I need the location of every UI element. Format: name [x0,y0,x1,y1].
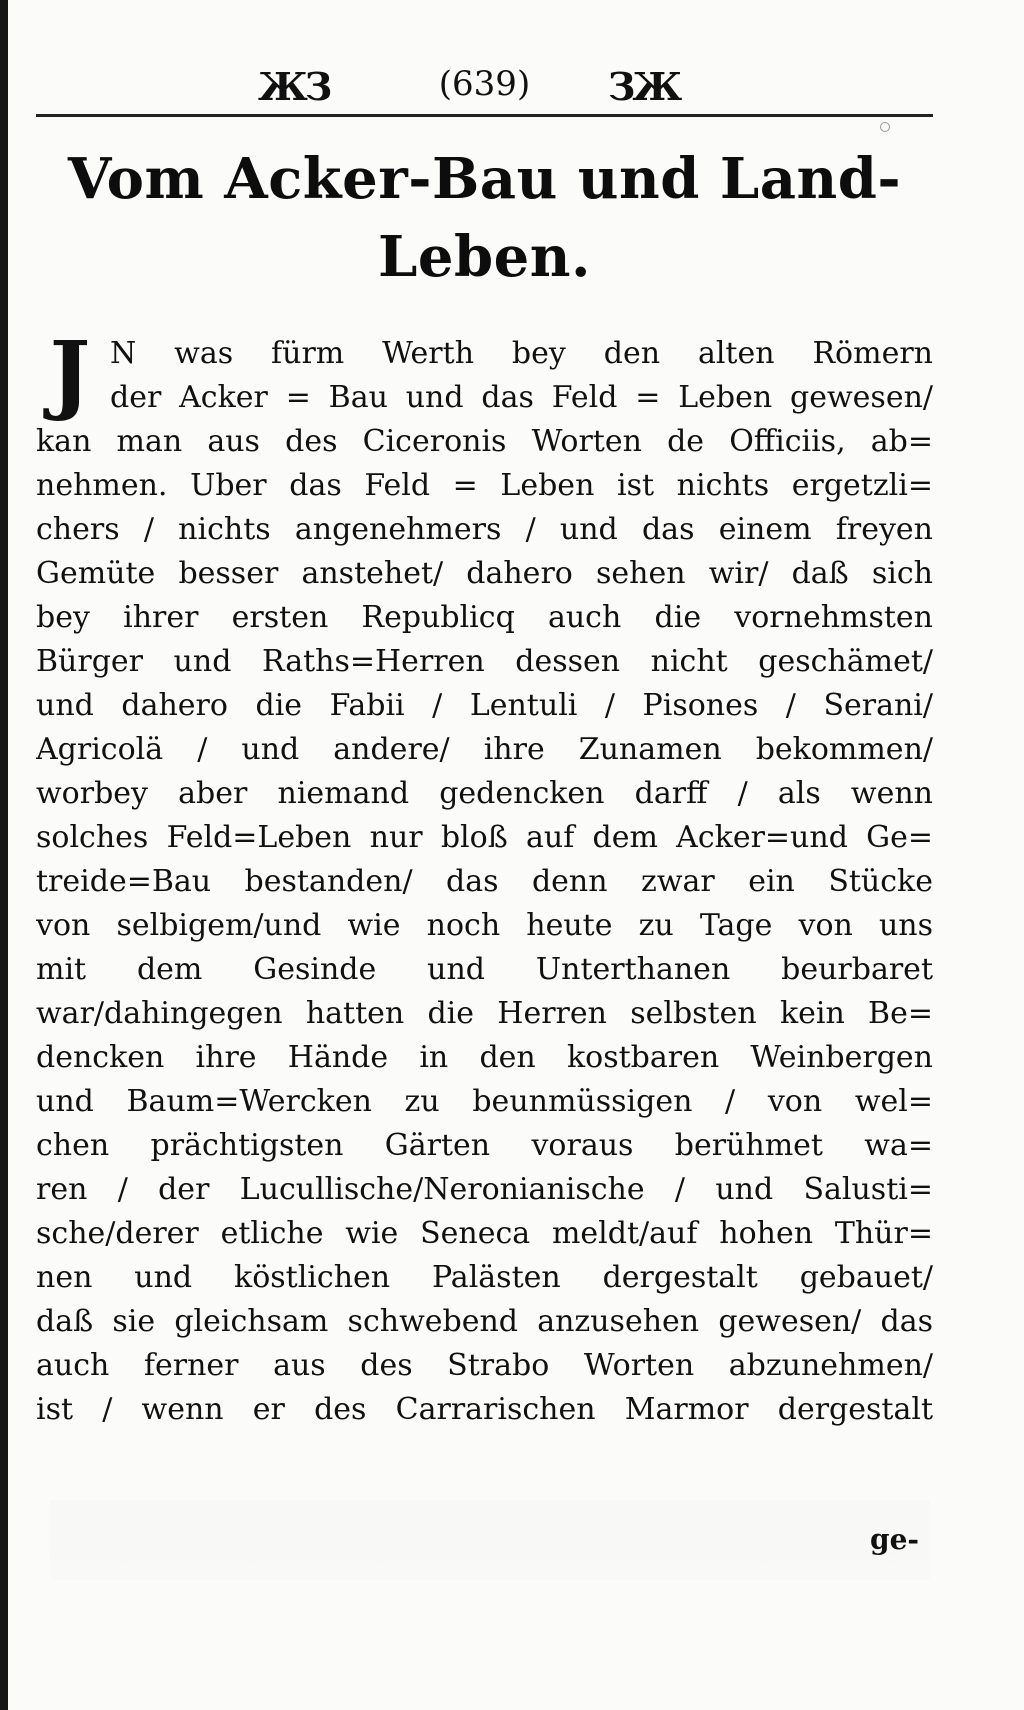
text-line: und dahero die Fabii / Lentuli / Pisones / Serani/ [36,688,933,723]
header-ornament-left: ЖЗ [258,64,330,109]
text-line: Gemüte besser anstehet/ dahero sehen wir/ daß sich [36,556,933,591]
text-line: dencken ihre Hände in den kostbaren Weinbergen [36,1040,933,1075]
text-line: Bürger und Raths=Herren dessen nicht geschämet/ [36,644,933,679]
page-number: (639) [438,64,531,104]
text-line: worbey aber niemand gedencken darff / als wenn [36,776,933,811]
header-rule [36,114,933,117]
text-line: und Baum=Wercken zu beunmüssigen / von wel= [36,1084,933,1119]
running-header [36,54,933,114]
text-line: chers / nichts angenehmers / und das einem freyen [36,512,933,547]
body-paragraph [36,323,933,1432]
drop-cap: J [49,323,91,424]
catchword: ge- [870,1523,920,1556]
text-line: Agricolä / und andere/ ihre Zunamen bekommen/ [36,732,933,767]
text-line: N was fürm Werth bey den alten Römern [110,336,933,371]
chapter-title-line-1: Vom Acker-Bau und Land- [67,146,902,212]
scan-border [0,0,8,1710]
text-line: von selbigem/und wie noch heute zu Tage von uns [36,908,933,943]
text-line: daß sie gleichsam schwebend anzusehen gewesen/ das [36,1304,933,1339]
text-line: sche/derer etliche wie Seneca meldt/auf hohen Thür= [36,1216,933,1251]
text-line: ren / der Lucullische/Neronianische / und Salusti= [36,1172,933,1207]
text-line: solches Feld=Leben nur bloß auf dem Acker=und Ge= [36,820,933,855]
text-line: war/dahingegen hatten die Herren selbsten kein Be= [36,996,933,1031]
text-line: bey ihrer ersten Republicq auch die vornehmsten [36,600,933,635]
paper-speck [880,122,890,132]
text-line: auch ferner aus des Strabo Worten abzunehmen/ [36,1348,933,1383]
show-through-bleed [50,1500,930,1580]
text-line: treide=Bau bestanden/ das denn zwar ein Stücke [36,864,933,899]
text-line: nen und köstlichen Palästen dergestalt gebauet/ [36,1260,933,1295]
chapter-title [36,140,933,296]
chapter-title-line-2: Leben. [378,224,591,290]
text-line: nehmen. Uber das Feld = Leben ist nichts ergetzli= [36,468,933,503]
text-line: chen prächtigsten Gärten voraus berühmet wa= [36,1128,933,1163]
text-line: mit dem Gesinde und Unterthanen beurbaret [36,952,933,987]
text-line: kan man aus des Ciceronis Worten de Officiis, ab= [36,424,933,459]
header-ornament-right: ЗЖ [608,64,680,109]
text-line: ist / wenn er des Carrarischen Marmor dergestalt [36,1392,933,1427]
text-line: der Acker = Bau und das Feld = Leben gewesen/ [110,380,933,415]
